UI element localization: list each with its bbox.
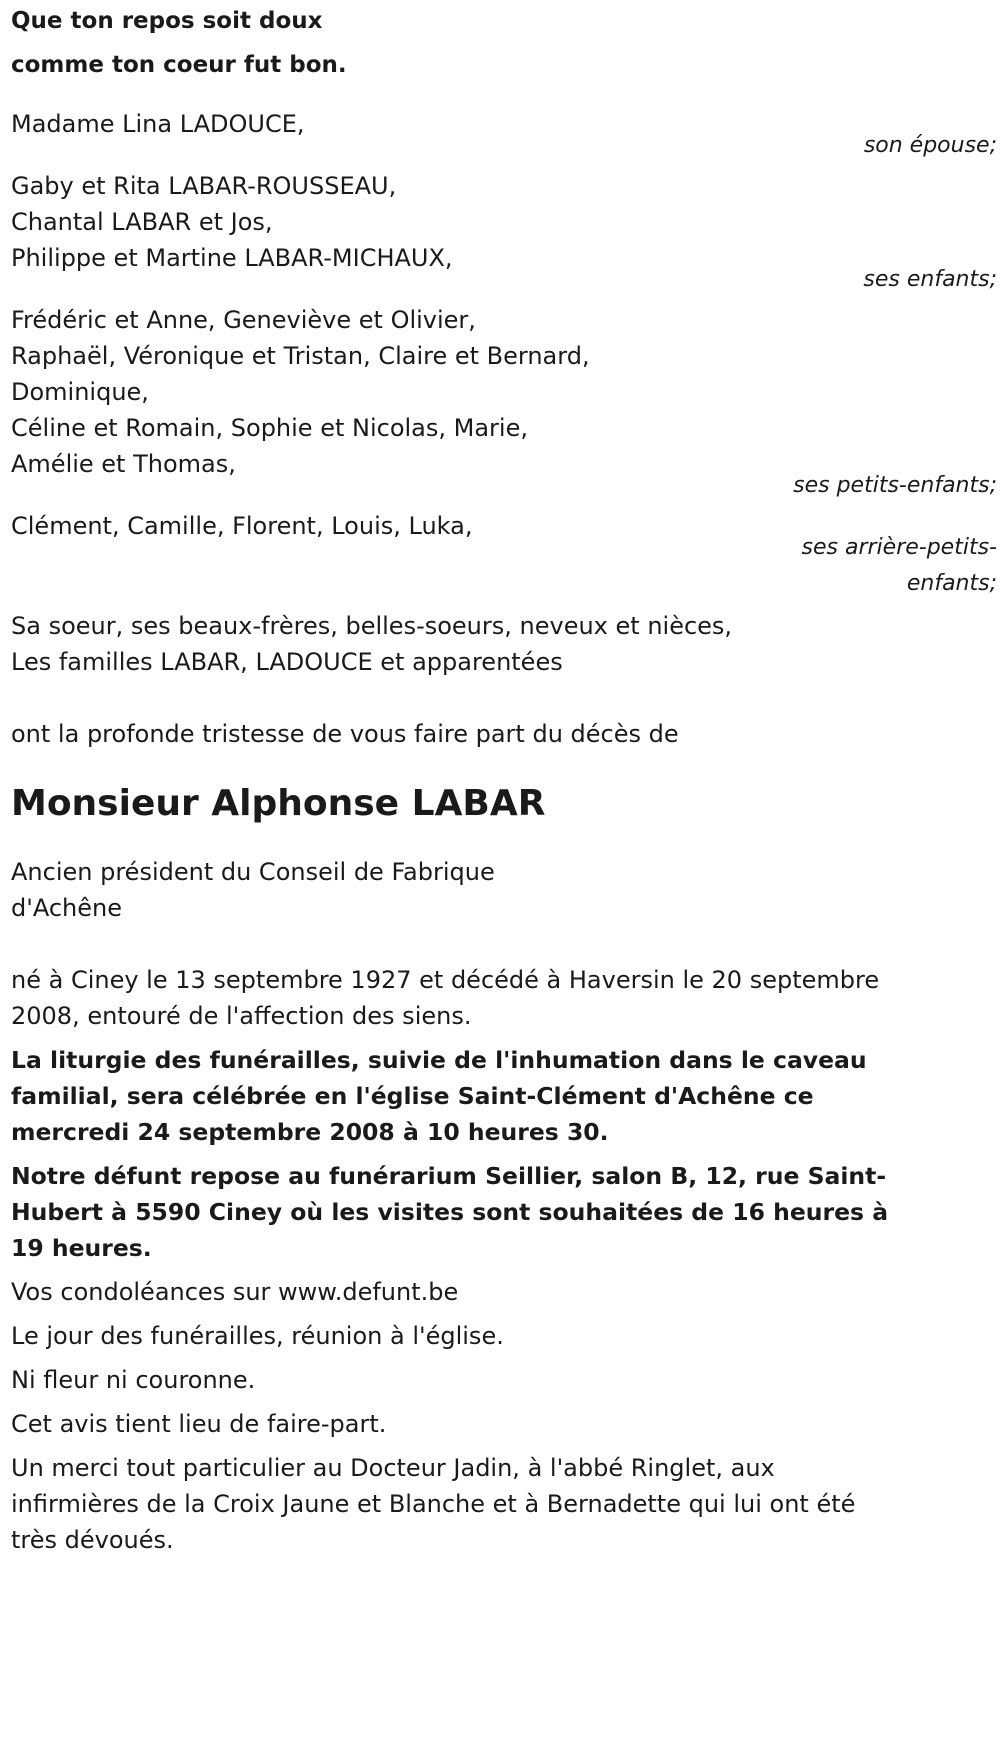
family-line: Clément, Camille, Florent, Louis, Luka,: [11, 512, 473, 540]
family-line: Madame Lina LADOUCE,: [11, 110, 305, 138]
family-group-children: [11, 168, 997, 298]
family-line: Chantal LABAR et Jos,: [11, 208, 273, 236]
funeral-text: La liturgie des funérailles, suivie de l'inhumation dans le caveau familial, sera célébrée en l'église Saint-Clément d'Achêne ce mercredi 24 septembre 2008 à 10 heures 30.: [11, 1046, 867, 1146]
note-meeting: Le jour des funérailles, réunion à l'église.: [11, 1322, 504, 1350]
family-line: Dominique,: [11, 378, 149, 406]
announcement-text: ont la profonde tristesse de vous faire part du décès de: [11, 720, 679, 748]
funerarium-text: Notre défunt repose au funérarium Seillier, salon B, 12, rue Saint-Hubert à 5590 Ciney où les visites sont souhaitées de 16 heures à 19 heures.: [11, 1162, 889, 1262]
family-line: Gaby et Rita LABAR-ROUSSEAU,: [11, 172, 397, 200]
title-line: Ancien président du Conseil de Fabrique: [11, 858, 495, 886]
family-group-great-grandchildren: [11, 508, 997, 602]
extended-family-line: Sa soeur, ses beaux-frères, belles-soeurs, neveux et nièces,: [11, 612, 733, 640]
motto-line-2: comme ton coeur fut bon.: [11, 52, 347, 78]
family-role: son épouse;: [863, 133, 997, 158]
family-role: ses enfants;: [863, 267, 997, 292]
note-condolences: Vos condoléances sur www.defunt.be: [11, 1278, 459, 1306]
motto: [11, 0, 1000, 90]
family-line: Amélie et Thomas,: [11, 450, 236, 478]
motto-line-1: Que ton repos soit doux: [11, 8, 323, 34]
family-line: Philippe et Martine LABAR-MICHAUX,: [11, 244, 453, 272]
deceased-name: Monsieur Alphonse LABAR: [11, 783, 546, 824]
note-faire-part: Cet avis tient lieu de faire-part.: [11, 1410, 387, 1438]
extended-family-line: Les familles LABAR, LADOUCE et apparentées: [11, 648, 563, 676]
birth-death-text: né à Ciney le 13 septembre 1927 et décédé à Haversin le 20 septembre 2008, entouré de l'affection des siens.: [11, 966, 880, 1030]
family-line: Céline et Romain, Sophie et Nicolas, Marie,: [11, 414, 528, 442]
family-group-grandchildren: [11, 302, 997, 504]
family-line: Raphaël, Véronique et Tristan, Claire et Bernard,: [11, 342, 590, 370]
extended-family: [11, 608, 1000, 680]
deceased-title: [11, 854, 1000, 926]
family-line: Frédéric et Anne, Geneviève et Olivier,: [11, 306, 476, 334]
family-group-spouse: [11, 106, 997, 164]
family-role: ses petits-enfants;: [793, 473, 997, 498]
note-thanks: Un merci tout particulier au Docteur Jadin, à l'abbé Ringlet, aux infirmières de la Croix Jaune et Blanche et à Bernadette qui lui ont été très dévoués.: [11, 1454, 856, 1554]
note-flowers: Ni fleur ni couronne.: [11, 1366, 256, 1394]
family-role: ses arrière-petits-enfants;: [801, 535, 997, 596]
title-line: d'Achêne: [11, 894, 122, 922]
